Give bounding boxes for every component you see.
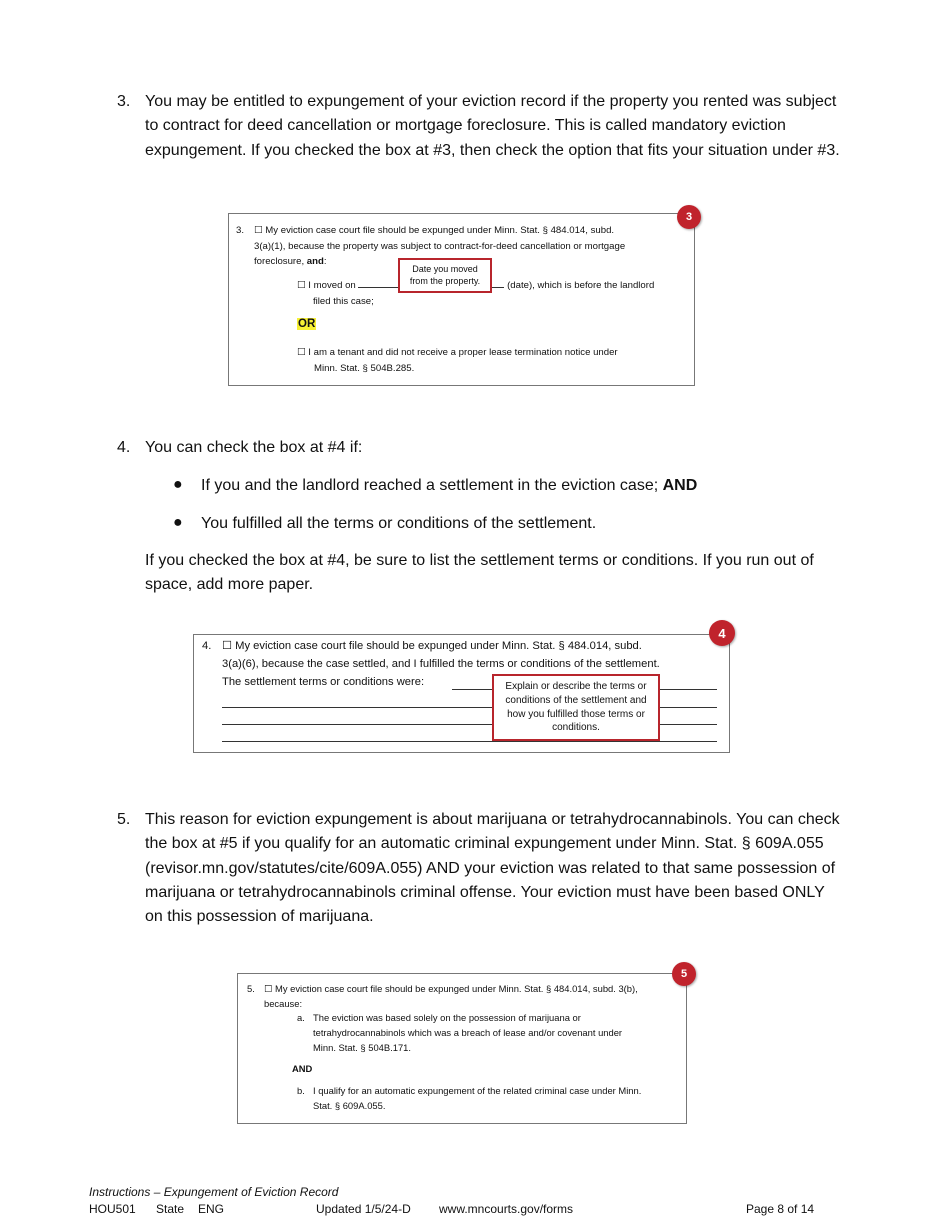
instruction-item-3 — [117, 90, 845, 163]
excerpt-line: 3(a)(1), because the property was subject to contract-for-deed cancellation or mortgage — [254, 241, 626, 252]
excerpt-bold: and — [306, 256, 324, 267]
sub-label: b. — [297, 1085, 305, 1096]
bullet-text: You fulfilled all the terms or conditions of the settlement. — [201, 515, 597, 532]
footer-url[interactable]: www.mncourts.gov/forms — [439, 1202, 574, 1216]
sub-text: Minn. Stat. § 504B.171. — [313, 1042, 411, 1053]
excerpt-line: The settlement terms or conditions were: — [222, 676, 425, 688]
callout-date-moved: Date you moved from the property. — [398, 258, 492, 293]
checkbox-icon: ☐ — [264, 983, 273, 994]
badge-3: 3 — [677, 205, 701, 229]
footer-form-code: HOU501 — [89, 1202, 136, 1216]
footer-state: State — [156, 1202, 185, 1216]
form-excerpt-5 — [237, 973, 687, 1124]
bullet-item — [173, 474, 813, 498]
option-text: (date), which is before the landlord — [507, 280, 655, 291]
sub-text: The eviction was based solely on the possession of marijuana or — [313, 1012, 581, 1023]
excerpt-colon: : — [323, 256, 327, 267]
footer-page-number: Page 8 of 14 — [746, 1202, 815, 1216]
excerpt-line: 3(a)(6), because the case settled, and I fulfilled the terms or conditions of the settlement. — [222, 658, 660, 670]
item-number: 4. — [117, 439, 131, 456]
excerpt-line: My eviction case court file should be expunged under Minn. Stat. § 484.014, subd. 3(b), — [275, 983, 638, 994]
option-text: I moved on — [308, 280, 356, 291]
excerpt-number: 5. — [247, 983, 255, 994]
and-label: AND — [292, 1063, 313, 1074]
footer-title: Instructions – Expungement of Eviction Record — [89, 1185, 339, 1199]
item-text: You may be entitled to expungement of your eviction record if the property you rented was subject to contract for deed cancellation or mortgage foreclosure. This is called mandatory eviction expungement. If you checked the box at #3, then check the option that fits your situation under #3. — [145, 93, 840, 159]
checkbox-icon: ☐ — [297, 347, 306, 358]
option-text: Minn. Stat. § 504B.285. — [314, 363, 415, 374]
sub-text: Stat. § 609A.055. — [313, 1100, 386, 1111]
item-number: 3. — [117, 93, 131, 110]
form-excerpt-3 — [228, 213, 695, 386]
bullet-icon: ● — [173, 476, 183, 493]
footer-language: ENG — [198, 1202, 225, 1216]
option-text: I am a tenant and did not receive a proper lease termination notice under — [308, 347, 618, 358]
sub-label: a. — [297, 1012, 305, 1023]
bullet-text: If you and the landlord reached a settlement in the eviction case; — [201, 477, 663, 494]
instruction-item-4 — [117, 436, 845, 460]
checkbox-icon: ☐ — [254, 225, 263, 236]
callout-settlement-terms: Explain or describe the terms or conditions of the settlement and how you fulfilled those terms or conditions. — [492, 674, 660, 741]
badge-4: 4 — [709, 620, 735, 646]
option-text: filed this case; — [313, 296, 374, 307]
sub-text: tetrahydrocannabinols which was a breach of lease and/or covenant under — [313, 1027, 623, 1038]
form-excerpt-4 — [193, 634, 730, 753]
blank-line — [222, 741, 717, 742]
item-text: You can check the box at #4 if: — [145, 439, 363, 456]
excerpt-line: My eviction case court file should be expunged under Minn. Stat. § 484.014, subd. — [265, 225, 615, 236]
footer-updated: Updated 1/5/24-D — [316, 1202, 411, 1216]
excerpt-line: because: — [264, 998, 303, 1009]
excerpt-line: foreclosure, — [254, 256, 307, 267]
sub-text: I qualify for an automatic expungement of the related criminal case under Minn. — [313, 1085, 642, 1096]
bullet-bold: AND — [662, 477, 698, 494]
item-text: This reason for eviction expungement is about marijuana or tetrahydrocannabinols. You can check the box at #5 if you qualify for an automatic criminal expungement under Minn. Stat. § 609A.055 (revisor.mn.gov/statutes/cite/609A.055) AND your eviction was related to that same possession of marijuana or tetrahydrocannabinols criminal offense. Your eviction must have been based ONLY on this possession of marijuana. — [145, 811, 840, 926]
item-number: 5. — [117, 811, 131, 828]
checkbox-icon: ☐ — [297, 280, 306, 291]
item-4-followup: If you checked the box at #4, be sure to list the settlement terms or conditions. If you run out of space, add more paper. — [145, 552, 814, 594]
instruction-item-5 — [117, 808, 845, 929]
or-highlight: OR — [298, 318, 316, 330]
checkbox-icon: ☐ — [222, 640, 233, 652]
excerpt-number: 3. — [236, 225, 245, 236]
excerpt-line: My eviction case court file should be expunged under Minn. Stat. § 484.014, subd. — [235, 640, 642, 652]
badge-5: 5 — [672, 962, 696, 986]
bullet-icon: ● — [173, 514, 183, 531]
bullet-item — [173, 512, 813, 536]
footer — [89, 1184, 829, 1224]
excerpt-number: 4. — [202, 640, 212, 652]
